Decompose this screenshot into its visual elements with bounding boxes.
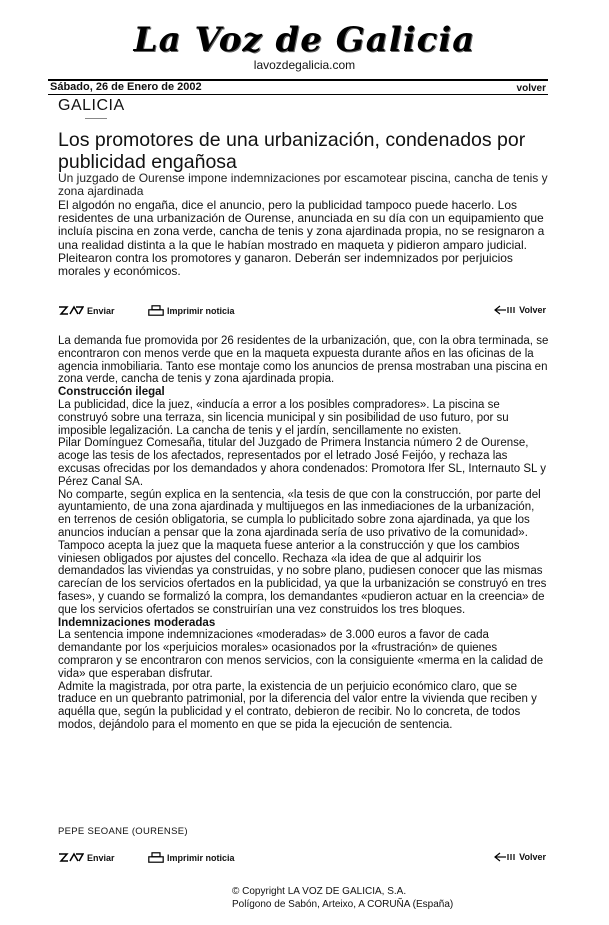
site-url[interactable]: lavozdegalicia.com [253,58,356,72]
back-arrow-icon [494,852,516,862]
edition-date: Sábado, 26 de Enero de 2002 [50,81,202,93]
dateline-bar [48,79,548,95]
article-headline: Los promotores de una urbanización, condenados por publicidad engañosa [58,129,526,173]
paragraph: Admite la magistrada, por otra parte, la existencia de un perjuicio económico claro, que se traduce en un quebranto patrimonial, por la diferencia del valor entre la vivienda que reciben y aquélla que, según la publicidad y el contrato, debieron de recibir. No lo concreta, de todos modos, dejándolo para el momento en que se pida la ejecución de sentencia. [58,680,537,731]
masthead [0,22,609,72]
article-subhead: Un juzgado de Ourense impone indemnizaciones por escamotear piscina, cancha de tenis y zona ajardinada [58,171,548,198]
top-back-link[interactable]: volver [516,83,546,94]
print-button[interactable] [148,852,235,863]
printer-icon [148,305,164,316]
paragraph: Tampoco acepta la juez que la maqueta fuese anterior a la construcción y que los cambios viniesen obligados por ajustes del concello. Rechaza «la idea de que al adquirir los demandados las viviendas ya construidas, y no sobre plano, pudiesen conocer que las mismas carecían de los servicios ofertados en la publicidad, ya que la urbanización se construyó en tres fases», y cuando se formalizó la compra, los demandantes «pudieron actuar en la creencia» de que los servicios ofertados se construirían una vez construidos los tres bloques. [58,539,547,616]
section-divider [85,118,107,119]
back-button[interactable] [494,305,546,315]
paragraph: La demanda fue promovida por 26 residentes de la urbanización, que, con la obra terminada, se encontraron con menos verde que en la maqueta expuesta durante años en las oficinas de la agencia inmobiliaria. Tanto ese montaje como los anuncios de prensa mostraban una piscina en zona verde, cancha de tenis y zona ajardinada propia. [58,335,549,386]
paragraph: La publicidad, dice la juez, «inducía a error a los posibles compradores». La piscina se construyó sobre una terraza, sin licencia municipal y sin posibilidad de uso futuro, por su imposible legalización. La cancha de tenis y el jardín, sencillamente no existen. [58,398,509,437]
paragraph: La sentencia impone indemnizaciones «moderadas» de 3.000 euros a favor de cada demandante por los «perjuicios morales» ocasionados por la «frustración» de quienes compraron y se encontraron con menos servicios, con la consiguiente «merma en la calidad de vida» que esperaban disfrutar. [58,629,544,680]
newspaper-logo[interactable]: La Voz de Galicia [133,20,476,60]
address-text: Polígono de Sabón, Arteixo, A CORUÑA (España) [232,899,454,910]
send-button[interactable] [58,852,115,863]
send-button[interactable] [58,305,115,316]
send-label: Enviar [87,852,115,863]
copyright-text: © Copyright LA VOZ DE GALICIA, S.A. [232,886,407,897]
printer-icon [148,852,164,863]
article-body [58,335,550,732]
article-toolbar-bottom [58,852,550,866]
subtitle-construccion: Construcción ilegal [58,386,165,399]
article-lead: El algodón no engaña, dice el anuncio, pero la publicidad tampoco puede hacerlo. Los residentes de una urbanización de Ourense, anunciada en su día con un equipamiento que incluía piscina en zona verde, cancha de tenis y zona ajardinada propia, no se resignaron a una realidad distinta a la que le habían mostrado en maqueta y pidieron amparo judicial. Pleitearon contra los promotores y ganaron. Deberán ser indemnizados por perjuicios morales y económicos. [58,198,545,279]
footer [232,885,453,911]
send-label: Enviar [87,305,115,316]
print-label: Imprimir noticia [167,305,235,316]
back-arrow-icon [494,305,516,315]
article-byline: PEPE SEOANE (OURENSE) [58,826,188,837]
back-button[interactable] [494,852,546,862]
send-envelope-icon [58,305,84,316]
paragraph: Pilar Domínguez Comesaña, titular del Juzgado de Primera Instancia número 2 de Ourense, acoge las tesis de los afectados, representados por el letrado José Feijóo, y rechaza las excusas ofrecidas por los demandados y ahora condenados: Promotora Ifer SL, Internauto SL y Pérez Canal SA. [58,437,546,488]
paragraph: No comparte, según explica en la sentencia, «la tesis de que con la construcción, por parte del ayuntamiento, de una zona ajardinada y multijuegos en las inmediaciones de la urbanización, en terrenos de cesión obligatoria, se cumpla lo publicitado sobre zona ajardinada, ya que los anuncios inducían a pensar que la zona ajardinada sería de uso privativo de la comunidad». [58,488,541,539]
section-title: GALICIA [58,97,125,114]
back-label: Volver [519,852,546,862]
print-button[interactable] [148,305,235,316]
article-toolbar-top [58,305,550,319]
subtitle-indemnizaciones: Indemnizaciones moderadas [58,616,216,629]
back-label: Volver [519,305,546,315]
print-label: Imprimir noticia [167,852,235,863]
send-envelope-icon [58,852,84,863]
